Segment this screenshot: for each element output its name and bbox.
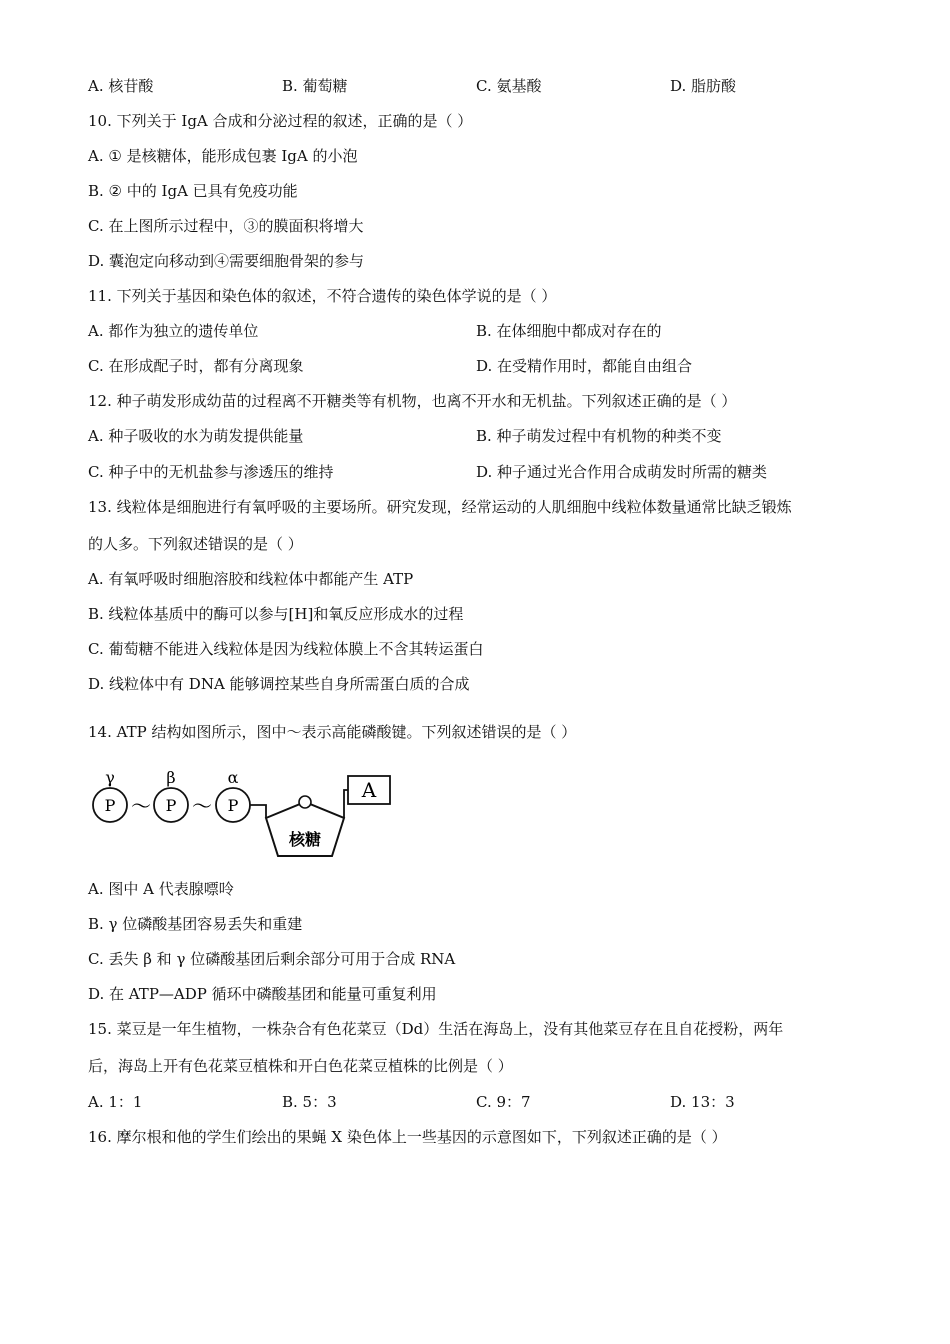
q13-option-a: A. 有氧呼吸时细胞溶胶和线粒体中都能产生 ATP — [88, 570, 414, 588]
q11-option-a: A. 都作为独立的遗传单位 — [88, 322, 259, 340]
high-energy-bond-1: ～ — [131, 794, 151, 818]
q9-option-a: A. 核苷酸 — [88, 77, 154, 95]
beta-label: β — [166, 768, 176, 787]
q9-option-b: B. 葡萄糖 — [282, 77, 348, 95]
q10-option-c: C. 在上图所示过程中，③的膜面积将增大 — [88, 217, 364, 235]
q10-option-b: B. ② 中的 IgA 已具有免疫功能 — [88, 182, 298, 200]
phosphate-gamma-label: P — [104, 796, 116, 815]
alpha-label: α — [227, 768, 239, 787]
q12-option-b: B. 种子萌发过程中有机物的种类不变 — [476, 427, 722, 445]
q14-stem: 14. ATP 结构如图所示，图中～表示高能磷酸键。下列叙述错误的是（ ） — [88, 723, 577, 741]
q10-option-d: D. 囊泡定向移动到④需要细胞骨架的参与 — [88, 252, 365, 270]
q10-option-a: A. ① 是核糖体，能形成包裹 IgA 的小泡 — [88, 147, 358, 165]
q11-option-d: D. 在受精作用时，都能自由组合 — [476, 357, 693, 375]
ribose-label: 核糖 — [288, 830, 322, 849]
q13-option-b: B. 线粒体基质中的酶可以参与[H]和氧反应形成水的过程 — [88, 605, 464, 623]
q12-option-a: A. 种子吸收的水为萌发提供能量 — [88, 427, 304, 445]
q10-stem: 10. 下列关于 IgA 合成和分泌过程的叙述，正确的是（ ） — [88, 112, 473, 130]
q16-stem: 16. 摩尔根和他的学生们绘出的果蝇 X 染色体上一些基因的示意图如下，下列叙述正确的是（ ） — [88, 1128, 727, 1146]
phosphate-ribose-bond — [250, 805, 266, 818]
atp-structure-figure — [80, 760, 410, 870]
q11-stem: 11. 下列关于基因和染色体的叙述，不符合遗传的染色体学说的是（ ） — [88, 287, 557, 305]
high-energy-bond-2: ～ — [192, 794, 212, 818]
q12-stem: 12. 种子萌发形成幼苗的过程离不开糖类等有机物，也离不开水和无机盐。下列叙述正确的是（ ） — [88, 392, 737, 410]
q12-option-d: D. 种子通过光合作用合成萌发时所需的糖类 — [476, 463, 768, 481]
adenine-label: A — [361, 778, 377, 802]
q15-option-b: B. 5：3 — [282, 1093, 337, 1111]
q9-option-c: C. 氨基酸 — [476, 77, 542, 95]
q14-option-d: D. 在 ATP—ADP 循环中磷酸基团和能量可重复利用 — [88, 985, 437, 1003]
q15-stem-line-2: 后，海岛上开有色花菜豆植株和开白色花菜豆植株的比例是（ ） — [88, 1057, 513, 1075]
q15-option-a: A. 1：1 — [88, 1093, 143, 1111]
q15-option-d: D. 13：3 — [670, 1093, 735, 1111]
q13-option-d: D. 线粒体中有 DNA 能够调控某些自身所需蛋白质的合成 — [88, 675, 470, 693]
q14-option-a: A. 图中 A 代表腺嘌呤 — [88, 880, 234, 898]
phosphate-alpha-label: P — [227, 796, 239, 815]
phosphate-beta-label: P — [165, 796, 177, 815]
q15-stem-line-1: 15. 菜豆是一年生植物，一株杂合有色花菜豆（Dd）生活在海岛上，没有其他菜豆存在且自花授粉，两年 — [88, 1020, 784, 1038]
q13-option-c: C. 葡萄糖不能进入线粒体是因为线粒体膜上不含其转运蛋白 — [88, 640, 484, 658]
q14-option-c: C. 丢失 β 和 γ 位磷酸基团后剩余部分可用于合成 RNA — [88, 950, 456, 968]
q13-stem-line-2: 的人多。下列叙述错误的是（ ） — [88, 535, 303, 553]
gamma-label: γ — [105, 768, 115, 787]
q9-option-d: D. 脂肪酸 — [670, 77, 737, 95]
q11-option-c: C. 在形成配子时，都有分离现象 — [88, 357, 304, 375]
q12-option-c: C. 种子中的无机盐参与渗透压的维持 — [88, 463, 334, 481]
q15-option-c: C. 9：7 — [476, 1093, 531, 1111]
q11-option-b: B. 在体细胞中都成对存在的 — [476, 322, 662, 340]
q13-stem-line-1: 13. 线粒体是细胞进行有氧呼吸的主要场所。研究发现，经常运动的人肌细胞中线粒体数量通常比缺乏锻炼 — [88, 498, 792, 516]
ring-oxygen — [299, 796, 311, 808]
q14-option-b: B. γ 位磷酸基团容易丢失和重建 — [88, 915, 303, 933]
